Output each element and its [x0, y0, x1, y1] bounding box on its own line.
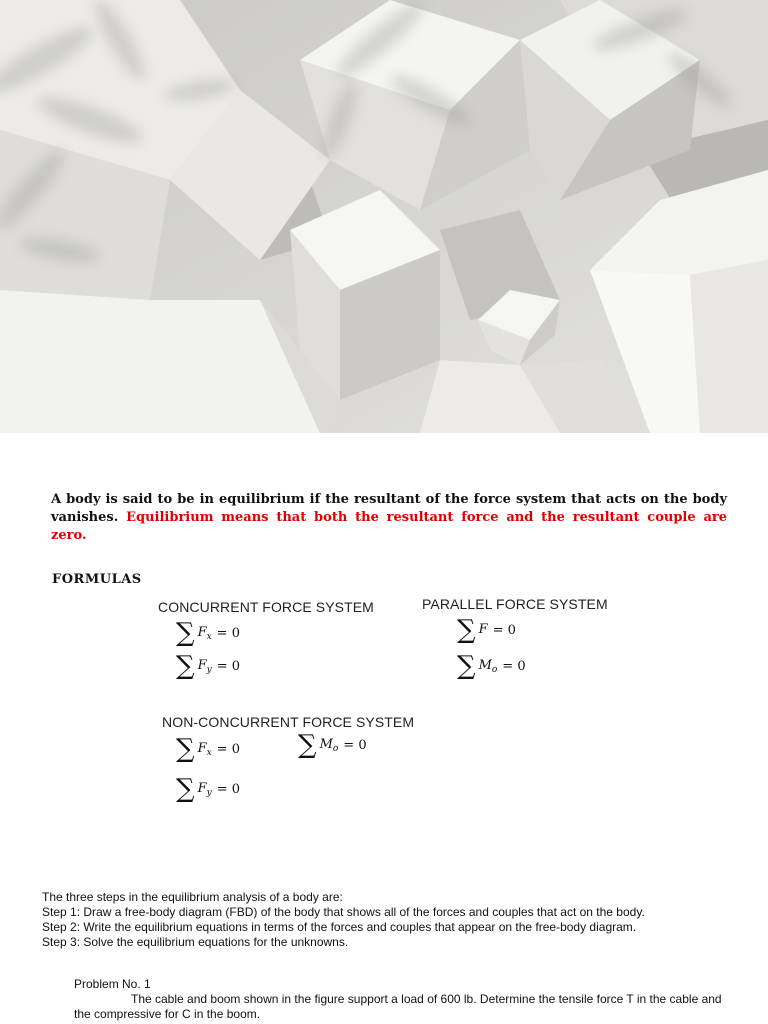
eq-variable: F — [197, 740, 207, 756]
eq-subscript: x — [206, 631, 212, 642]
step-1: Step 1: Draw a free-body diagram (FBD) of the body that shows all of the forces and couples that act on the body. — [42, 905, 645, 919]
sigma-symbol: ∑ — [298, 730, 317, 760]
parallel-eq-mo — [457, 653, 526, 679]
eq-rhs: = 0 — [216, 741, 240, 757]
eq-variable: F — [197, 657, 207, 673]
eq-variable: F — [478, 621, 488, 637]
nonconcurrent-eq-fy — [176, 776, 240, 802]
eq-subscript: y — [206, 664, 212, 675]
steps-intro: The three steps in the equilibrium analysis of a body are: — [42, 890, 343, 904]
nonconcurrent-title: NON-CONCURRENT FORCE SYSTEM — [162, 714, 415, 730]
sigma-symbol: ∑ — [176, 774, 195, 804]
problem-text: The cable and boom shown in the figure support a load of 600 lb. Determine the tensile force T in the cable and the compressive for C in the boom. — [74, 992, 722, 1021]
sigma-symbol: ∑ — [176, 734, 195, 764]
parallel-eq-f — [457, 617, 516, 643]
concurrent-title: CONCURRENT FORCE SYSTEM — [158, 599, 374, 615]
hero-cubes-graphic — [0, 0, 768, 433]
eq-variable: M — [319, 736, 333, 752]
eq-rhs: = 0 — [216, 658, 240, 674]
eq-variable: F — [197, 624, 207, 640]
intro-paragraph — [51, 491, 727, 545]
eq-subscript: x — [206, 747, 212, 758]
step-3: Step 3: Solve the equilibrium equations for the unknowns. — [42, 935, 349, 949]
eq-subscript: o — [491, 664, 498, 675]
eq-rhs: = 0 — [216, 625, 240, 641]
intro-highlight: Equilibrium means that both the resultant force and the resultant couple are zero. — [51, 510, 728, 543]
step-2: Step 2: Write the equilibrium equations in terms of the forces and couples that appear on the free-body diagram. — [42, 920, 637, 934]
eq-rhs: = 0 — [343, 737, 367, 753]
nonconcurrent-eq-mo — [298, 732, 367, 758]
problem-title: Problem No. 1 — [74, 977, 151, 991]
eq-variable: F — [197, 780, 207, 796]
nonconcurrent-eq-fx — [176, 736, 240, 762]
intro-text: A body is said to be in equilibrium if the resultant of the force system that acts on the body vanishes. — [51, 492, 727, 525]
concurrent-eq-fx — [176, 620, 240, 646]
sigma-symbol: ∑ — [457, 615, 476, 645]
concurrent-eq-fy — [176, 653, 240, 679]
sigma-symbol: ∑ — [176, 618, 195, 648]
eq-rhs: = 0 — [216, 781, 240, 797]
formulas-heading: FORMULAS — [52, 572, 142, 587]
sigma-symbol: ∑ — [457, 651, 476, 681]
steps-block — [42, 890, 742, 950]
parallel-title: PARALLEL FORCE SYSTEM — [422, 596, 608, 612]
sigma-symbol: ∑ — [176, 651, 195, 681]
eq-subscript: o — [332, 743, 339, 754]
hero-image — [0, 0, 768, 433]
eq-rhs: = 0 — [502, 658, 526, 674]
eq-subscript: y — [206, 787, 212, 798]
eq-rhs: = 0 — [492, 622, 516, 638]
eq-variable: M — [478, 657, 492, 673]
